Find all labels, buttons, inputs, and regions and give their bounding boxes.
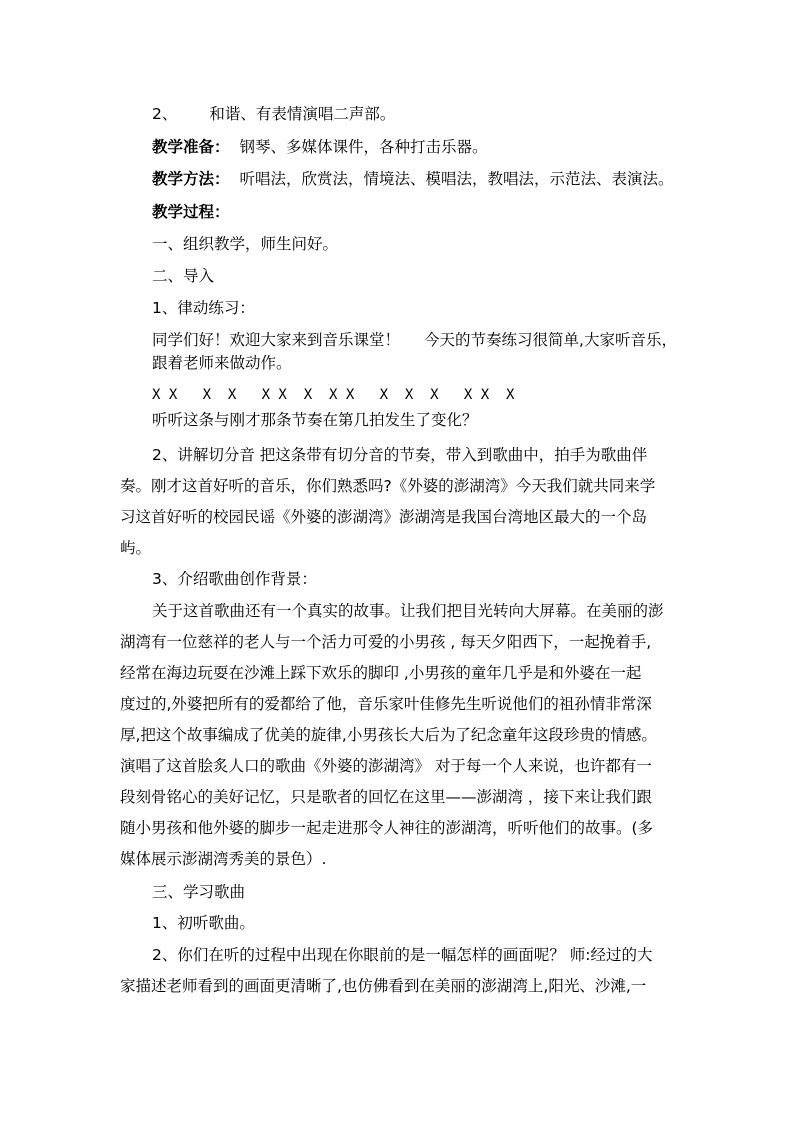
paragraph-line: 屿。 <box>120 539 152 557</box>
paragraph-line: 段刻骨铭心的美好记忆，只是歌者的回忆在这里——澎湖湾 ，接下来让我们跟 <box>120 788 652 806</box>
syncopation-heading-line: 2、讲解切分音 把这条带有切分音的节奏，带入到歌曲中，拍手为歌曲伴 <box>152 446 648 464</box>
teaching-method-line <box>152 169 674 189</box>
greeting-line <box>152 330 677 350</box>
rhythm-practice-heading: 1、律动练习： <box>152 299 255 317</box>
paragraph-line: 家描述老师看到的画面更清晰了,也仿佛看到在美丽的澎湖湾上,阳光、沙滩,一 <box>120 977 647 995</box>
paragraph-line: 2、你们在听的过程中出现在你眼前的是一幅怎样的画面呢？ 师:经过的大 <box>152 946 653 964</box>
paragraph-line: 跟着老师来做动作。 <box>152 354 292 372</box>
teaching-preparation-line <box>152 137 488 157</box>
background-heading: 3、介绍歌曲创作背景： <box>152 570 317 588</box>
objective-line-2 <box>152 104 395 124</box>
rhythm-intro-text: 今天的节奏练习很简单,大家听音乐， <box>424 331 677 349</box>
section-2-heading: 二、导入 <box>152 267 215 285</box>
paragraph-line: 媒体展示澎湖湾秀美的景色）. <box>120 850 327 868</box>
objective-number: 2、 <box>152 105 178 123</box>
paragraph-line: 度过的,外婆把所有的爱都给了他，音乐家叶佳修先生听说他们的祖孙情非常深 <box>120 695 652 713</box>
paragraph-line: 湖湾有一位慈祥的老人与一个活力可爱的小男孩 , 每天夕阳西下，一起挽着手, <box>120 633 652 651</box>
rhythm-pattern: X X X X X X X X X X X X X X X <box>152 387 515 403</box>
paragraph-line: 奏。刚才这首好听的音乐，你们熟悉吗?《外婆的澎湖湾》今天我们就共同来学 <box>120 477 656 495</box>
teaching-process-heading: 教学过程： <box>152 203 230 221</box>
teaching-method-text: 听唱法，欣赏法，情境法、模唱法，教唱法，示范法、表演法。 <box>239 170 674 188</box>
paragraph-line: 听听这条与刚才那条节奏在第几拍发生了变化？ <box>152 411 478 429</box>
greeting-text: 同学们好！欢迎大家来到音乐课堂！ <box>152 331 401 349</box>
teaching-method-label: 教学方法： <box>152 170 230 188</box>
paragraph-line: 随小男孩和他外婆的脚步一起走进那令人神往的澎湖湾，听听他们的故事。(多 <box>120 819 654 837</box>
paragraph-line: 关于这首歌曲还有一个真实的故事。让我们把目光转向大屏幕。在美丽的澎 <box>152 602 664 620</box>
objective-text: 和谐、有表情演唱二声部。 <box>209 105 396 123</box>
first-listen-line: 1、初听歌曲。 <box>152 914 255 932</box>
paragraph-line: 演唱了这首脍炙人口的歌曲《外婆的澎湖湾》 对于每一个人来说，也许都有一 <box>120 757 652 775</box>
paragraph-line: 习这首好听的校园民谣《外婆的澎湖湾》澎湖湾是我国台湾地区最大的一个岛 <box>120 508 648 526</box>
paragraph-line: 厚,把这个故事编成了优美的旋律,小男孩长大后为了纪念童年这段珍贵的情感。 <box>120 726 657 744</box>
paragraph-line: 经常在海边玩耍在沙滩上踩下欢乐的脚印 ,小男孩的童年几乎是和外婆在一起 <box>120 664 642 682</box>
section-1-heading: 一、组织教学，师生问好。 <box>152 235 339 253</box>
teaching-preparation-label: 教学准备： <box>152 138 230 156</box>
section-3-heading: 三、学习歌曲 <box>152 883 246 901</box>
teaching-preparation-text: 钢琴、多媒体课件，各种打击乐器。 <box>239 138 488 156</box>
